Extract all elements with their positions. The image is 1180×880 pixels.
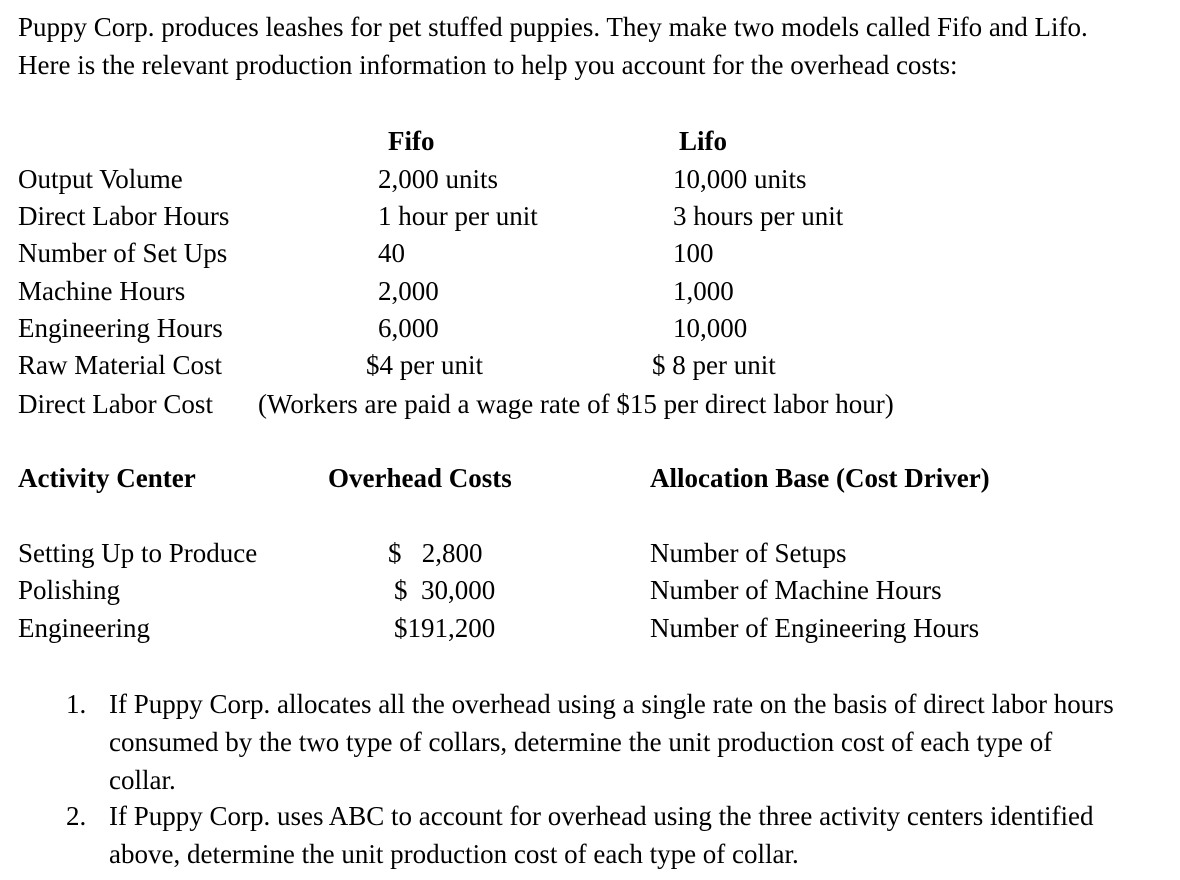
activity-header-center: Activity Center bbox=[18, 463, 196, 493]
row-label: Direct Labor Hours bbox=[18, 201, 230, 231]
question-text: If Puppy Corp. uses ABC to account for overhead using the three activity centers identified above, determine the unit production cost of each type of collar. bbox=[109, 801, 1094, 869]
intro-paragraph: Puppy Corp. produces leashes for pet stuffed puppies. They make two models called Fifo and Lifo. Here is the relevant production information to help you account for the overhead costs: bbox=[18, 12, 1088, 80]
row-lifo-value: 10,000 units bbox=[673, 164, 807, 194]
row-fifo-value: 6,000 bbox=[378, 313, 439, 343]
question-text: If Puppy Corp. allocates all the overhead using a single rate on the basis of direct labor hours consumed by the two type of collars, determine the unit production cost of each type of collar. bbox=[109, 689, 1114, 795]
row-lifo-value: 1,000 bbox=[673, 276, 734, 306]
row-label: Raw Material Cost bbox=[18, 350, 222, 380]
activity-base: Number of Engineering Hours bbox=[650, 613, 980, 643]
question-number: 1. bbox=[66, 689, 87, 719]
row-label: Output Volume bbox=[18, 164, 183, 194]
row-fifo-value: 2,000 units bbox=[378, 164, 499, 194]
activity-cost: $ 2,800 bbox=[388, 538, 483, 568]
activity-center: Engineering bbox=[18, 613, 150, 643]
activity-center: Setting Up to Produce bbox=[18, 538, 258, 568]
activity-header-base: Allocation Base (Cost Driver) bbox=[650, 463, 990, 493]
question-item bbox=[66, 797, 1094, 869]
activity-cost: $191,200 bbox=[394, 613, 496, 643]
labor-cost-label: Direct Labor Cost bbox=[18, 389, 213, 419]
row-fifo-value: $4 per unit bbox=[366, 350, 483, 380]
row-fifo-value: 40 bbox=[378, 238, 405, 268]
question-number: 2. bbox=[66, 801, 87, 831]
row-label: Engineering Hours bbox=[18, 313, 223, 343]
row-fifo-value: 1 hour per unit bbox=[378, 201, 538, 231]
activity-base: Number of Setups bbox=[650, 538, 847, 568]
row-lifo-value: $ 8 per unit bbox=[652, 350, 776, 380]
row-lifo-value: 10,000 bbox=[673, 313, 748, 343]
row-lifo-value: 3 hours per unit bbox=[673, 201, 844, 231]
col-header-fifo: Fifo bbox=[388, 126, 435, 156]
activity-header-cost: Overhead Costs bbox=[328, 463, 512, 493]
row-lifo-value: 100 bbox=[673, 238, 714, 268]
labor-cost-note: (Workers are paid a wage rate of $15 per direct labor hour) bbox=[258, 389, 894, 419]
question-item bbox=[66, 685, 1114, 795]
row-label: Machine Hours bbox=[18, 276, 186, 306]
activity-base: Number of Machine Hours bbox=[650, 575, 942, 605]
activity-center: Polishing bbox=[18, 575, 121, 605]
activity-cost: $ 30,000 bbox=[394, 575, 496, 605]
row-label: Number of Set Ups bbox=[18, 238, 228, 268]
row-fifo-value: 2,000 bbox=[378, 276, 439, 306]
col-header-lifo: Lifo bbox=[679, 126, 728, 156]
